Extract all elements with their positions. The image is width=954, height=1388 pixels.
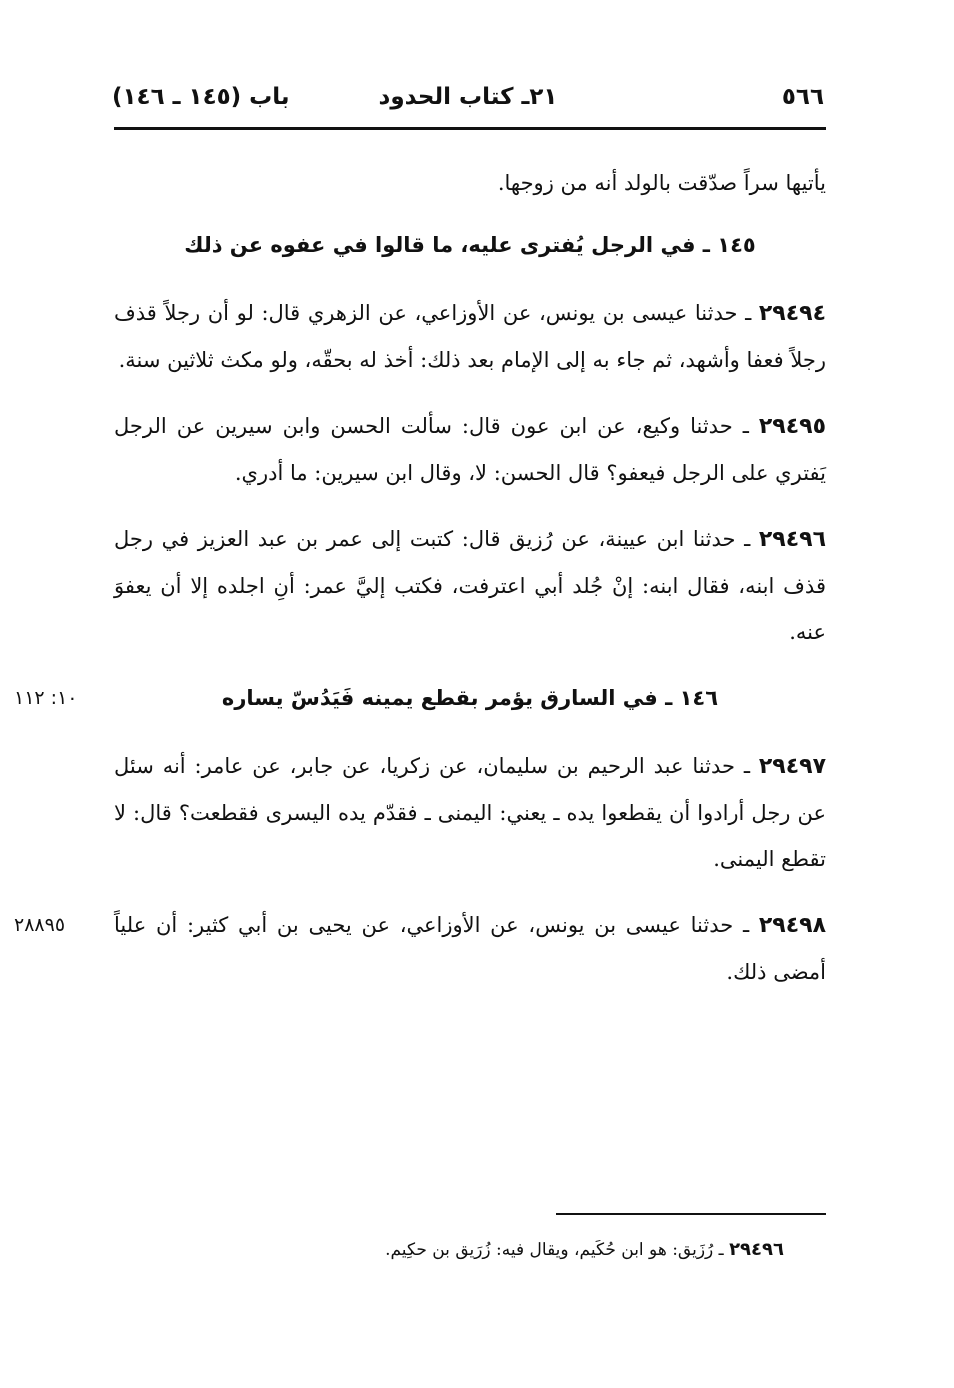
running-header — [112, 78, 824, 118]
hadith-entry — [114, 516, 826, 655]
continued-text: يأتيها سراً صدّقت بالولد أنه من زوجها. — [497, 171, 826, 195]
hadith-text — [114, 743, 826, 882]
section-heading-text: ١٤٥ ـ في الرجل يُفترى عليه، ما قالوا في عفوه عن ذلك — [184, 233, 756, 257]
hadith-number: ٢٩٤٩٥ — [758, 414, 826, 439]
main-text — [14, 160, 826, 1015]
hadith-number: ٢٩٤٩٤ — [758, 301, 826, 326]
hadith-body: ـ حدثنا ابن عيينة، عن رُزيق قال: كتبت إلى عمر بن عبد العزيز في رجل قذف ابنه، فقال ابنه: إنْ جُلد أبي اعترفت، فكتب إليَّ عمر: أنِ اجلده إلا أن يعفوَ عنه. — [114, 527, 826, 644]
header-rule — [114, 127, 826, 130]
hadith-text — [114, 403, 826, 496]
section-heading — [114, 222, 826, 268]
footnote-number: ٢٩٤٩٦ — [729, 1239, 784, 1260]
hadith-entry — [114, 290, 826, 383]
hadith-body: ـ حدثنا عبد الرحيم بن سليمان، عن زكريا، عن جابر، عن عامر: أنه سئل عن رجل أرادوا أن يقطعوا يده ـ يعني: اليمنى ـ فقدّم يده اليسرى فقطعت؟ قال: لا تقطع اليمنى. — [114, 754, 826, 871]
hadith-text — [114, 516, 826, 655]
hadith-entry — [114, 743, 826, 882]
hadith-entry — [14, 902, 826, 995]
hadith-number: ٢٩٤٩٧ — [758, 754, 826, 779]
chapter-range: باب (١٤٥ ـ ١٤٦) — [112, 84, 290, 110]
hadith-body: ـ حدثنا وكيع، عن ابن عون قال: سألت الحسن وابن سيرين عن الرجل يَفتري على الرجل فيعفو؟ قال الحسن: لا، وقال ابن سيرين: ما أدري. — [114, 414, 826, 485]
hadith-number: ٢٩٤٩٨ — [758, 913, 826, 938]
footnote-rule — [556, 1213, 826, 1215]
page-number: ٥٦٦ — [781, 84, 824, 110]
section-heading — [14, 675, 826, 721]
hadith-text — [114, 290, 826, 383]
margin-reference: ١٠: ١١٢ — [14, 687, 78, 709]
hadith-number: ٢٩٤٩٦ — [758, 527, 826, 552]
hadith-body: ـ حدثنا عيسى بن يونس، عن الأوزاعي، عن الزهري قال: لو أن رجلاً قذف رجلاً فعفا وأشهد، ثم جاء به إلى الإمام بعد ذلك: أخذ له بحقّه، ولو مكث ثلاثين سنة. — [114, 301, 826, 372]
hadith-body: ـ حدثنا عيسى بن يونس، عن الأوزاعي، عن يحيى بن أبي كثير: أن علياً أمضى ذلك. — [114, 913, 826, 984]
footnote-text: ـ رُزَيق: هو ابن حُكَيم، ويقال فيه: زُرَيق بن حكِيم. — [385, 1240, 730, 1260]
margin-reference: ٢٨٨٩٥ — [14, 914, 66, 936]
footnote — [114, 1232, 784, 1268]
hadith-text — [114, 902, 826, 995]
book-title: ٢١ـ كتاب الحدود — [378, 84, 558, 110]
section-heading-text: ١٤٦ ـ في السارق يؤمر بقطع يمينه فَيَدُسّ يساره — [221, 686, 719, 710]
hadith-entry — [114, 403, 826, 496]
